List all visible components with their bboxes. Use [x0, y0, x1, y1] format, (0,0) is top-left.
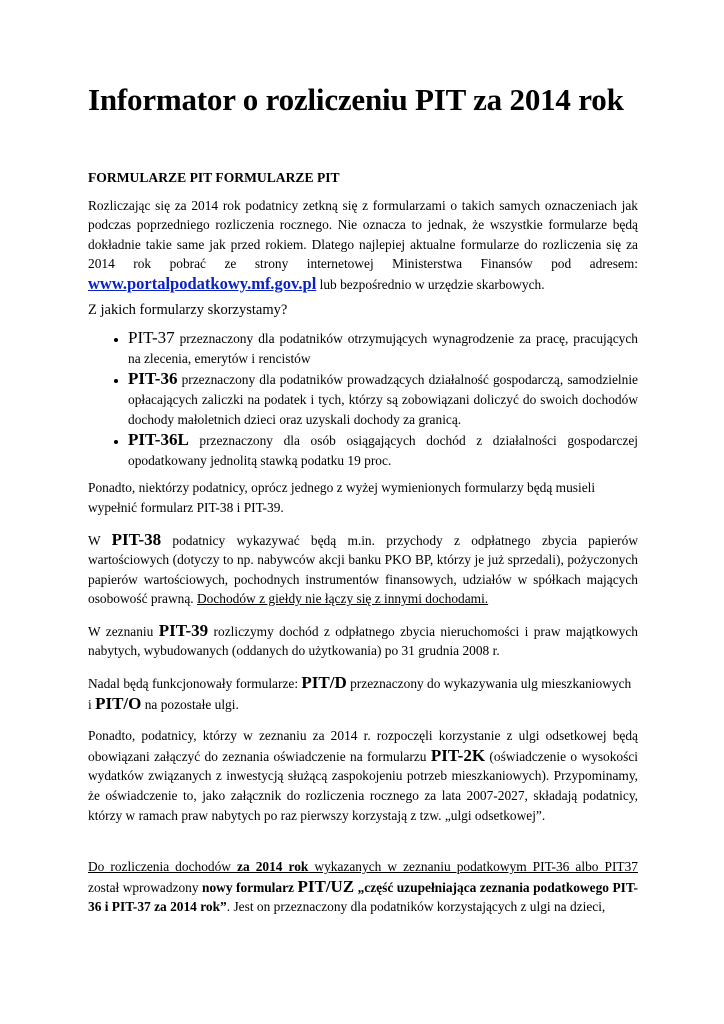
intro-text: Rozliczając się za 2014 rok podatnicy zetkną się z formularzami o takich samych oznaczeniach jak podczas poprzedniego rozliczenia rocznego. Nie oznacza to jednak, że wszystkie formularze będą dokładnie takie same jak przed rokiem. Dlatego najlepiej aktualne formularze do rozliczenia się za 2014 rok pobrać ze strony internetowej Ministerstwa Finansów pod adresem:: [88, 197, 638, 272]
pit2k-text-2: (oświadczenie o wysokości wydatków związanych z inwestycją służącą zaspokojeniu potrzeb mieszkaniowych). Przypominamy, że oświadczenie to, jako załącznik do rozliczenia rocznego za lata 2007-2027, składają podatnicy, którzy w ramach praw nabytych po raz pierwszy korzystają z tzw. „ulgi odsetkowej”.: [88, 748, 638, 823]
forms-list: [88, 328, 638, 470]
pit38-lead: W: [88, 532, 112, 548]
pit38-underlined-note: Dochodów z giełdy nie łączy się z innymi dochodami.: [196, 591, 489, 607]
pit39-lead: W zeznaniu: [88, 623, 159, 639]
pit38-paragraph: [88, 530, 638, 609]
intro-paragraph: [88, 196, 638, 295]
pituz-underlined-1: Do rozliczenia dochodów: [88, 859, 238, 875]
form-desc: przeznaczony dla podatników otrzymujących wynagrodzenie za pracę, pracujących na zlecenia, emerytów i rencistów: [128, 331, 638, 366]
pit38-text: podatnicy wykazywać będą m.in. przychody z odpłatnego zbycia papierów wartościowych (dotyczy to np. nabywców akcji banku PKO BP, którzy je już sprzedali), pożyczonych papierów wartościowych, pochodnych instrumentów finansowych, udziałów w spółkach mających osobowość prawną.: [88, 532, 638, 607]
pit39-paragraph: [88, 621, 638, 661]
list-item: [128, 369, 638, 429]
additional-forms-paragraph: Ponadto, niektórzy podatnicy, oprócz jednego z wyżej wymienionych formularzy będą musieli wypełnić formularz PIT-38 i PIT-39.: [88, 480, 596, 515]
pitd-code: PIT/D: [301, 673, 347, 693]
pit38-code: PIT-38: [111, 529, 162, 549]
form-desc: przeznaczony dla osób osiągających dochód z działalności gospodarczej opodatkowany jednolitą stawką podatku 19 proc.: [128, 433, 638, 468]
pitd-paragraph: [88, 673, 638, 714]
pituz-bold-1: nowy formularz: [202, 879, 298, 895]
pito-lead: i: [88, 696, 96, 712]
form-code: PIT-36L: [128, 430, 189, 450]
portal-link[interactable]: www.portalpodatkowy.mf.gov.pl: [88, 273, 317, 293]
page-title: Informator o rozliczeniu PIT za 2014 rok: [88, 82, 624, 117]
form-code: PIT-36: [128, 369, 178, 389]
pituz-code: PIT/UZ: [297, 876, 355, 896]
form-desc: przeznaczony dla podatników prowadzących działalność gospodarczą, samodzielnie opłacających zaliczki na podatek i tych, którzy są zobowiązani doliczyć do swoich dochodów dochody małoletnich dzieci oraz uzyskali dochody za granicą.: [128, 372, 638, 427]
pituz-text-2: . Jest on przeznaczony dla podatników korzystających z ulgi na dzieci,: [226, 899, 606, 915]
list-item: [128, 328, 638, 368]
form-code: PIT-37: [128, 328, 175, 348]
intro-after-link: lub bezpośrednio w urzędzie skarbowych.: [316, 276, 545, 292]
forms-question: Z jakich formularzy skorzystamy?: [88, 301, 288, 318]
pitd-lead: Nadal będą funkcjonowały formularze:: [88, 676, 302, 692]
pito-code: PIT/O: [95, 693, 142, 713]
document-body: [88, 168, 638, 917]
pituz-underlined-bold: za 2014 rok: [237, 859, 309, 875]
list-item: [128, 430, 638, 470]
pit39-code: PIT-39: [158, 620, 209, 640]
pituz-bold-2: „część uzupełniająca zeznania podatkowego PIT-36 i PIT-37 za 2014 rok”: [88, 879, 638, 915]
pit2k-text-1: Ponadto, podatnicy, którzy w zeznaniu za 2014 r. rozpoczęli korzystanie z ulgi odsetkowej będą obowiązani załączyć do zeznania oświadczenie na formularzu: [88, 728, 638, 764]
pit2k-paragraph: [88, 726, 638, 825]
pituz-paragraph: [88, 857, 638, 917]
pituz-text-1: został wprowadzony: [88, 879, 203, 895]
pit2k-code: PIT-2K: [430, 745, 486, 765]
pit39-text: rozliczymy dochód z odpłatnego zbycia nieruchomości i praw majątkowych nabytych, wybudowanych (oddanych do użytkowania) po 31 grudnia 2008 r.: [88, 623, 639, 659]
pituz-underlined-2: wykazanych w zeznaniu podatkowym PIT-36 albo PIT37: [308, 859, 638, 875]
pito-text: na pozostałe ulgi.: [141, 696, 239, 712]
pitd-text: przeznaczony do wykazywania ulg mieszkaniowych: [346, 676, 632, 692]
section-heading: FORMULARZE PIT FORMULARZE PIT: [88, 170, 340, 185]
